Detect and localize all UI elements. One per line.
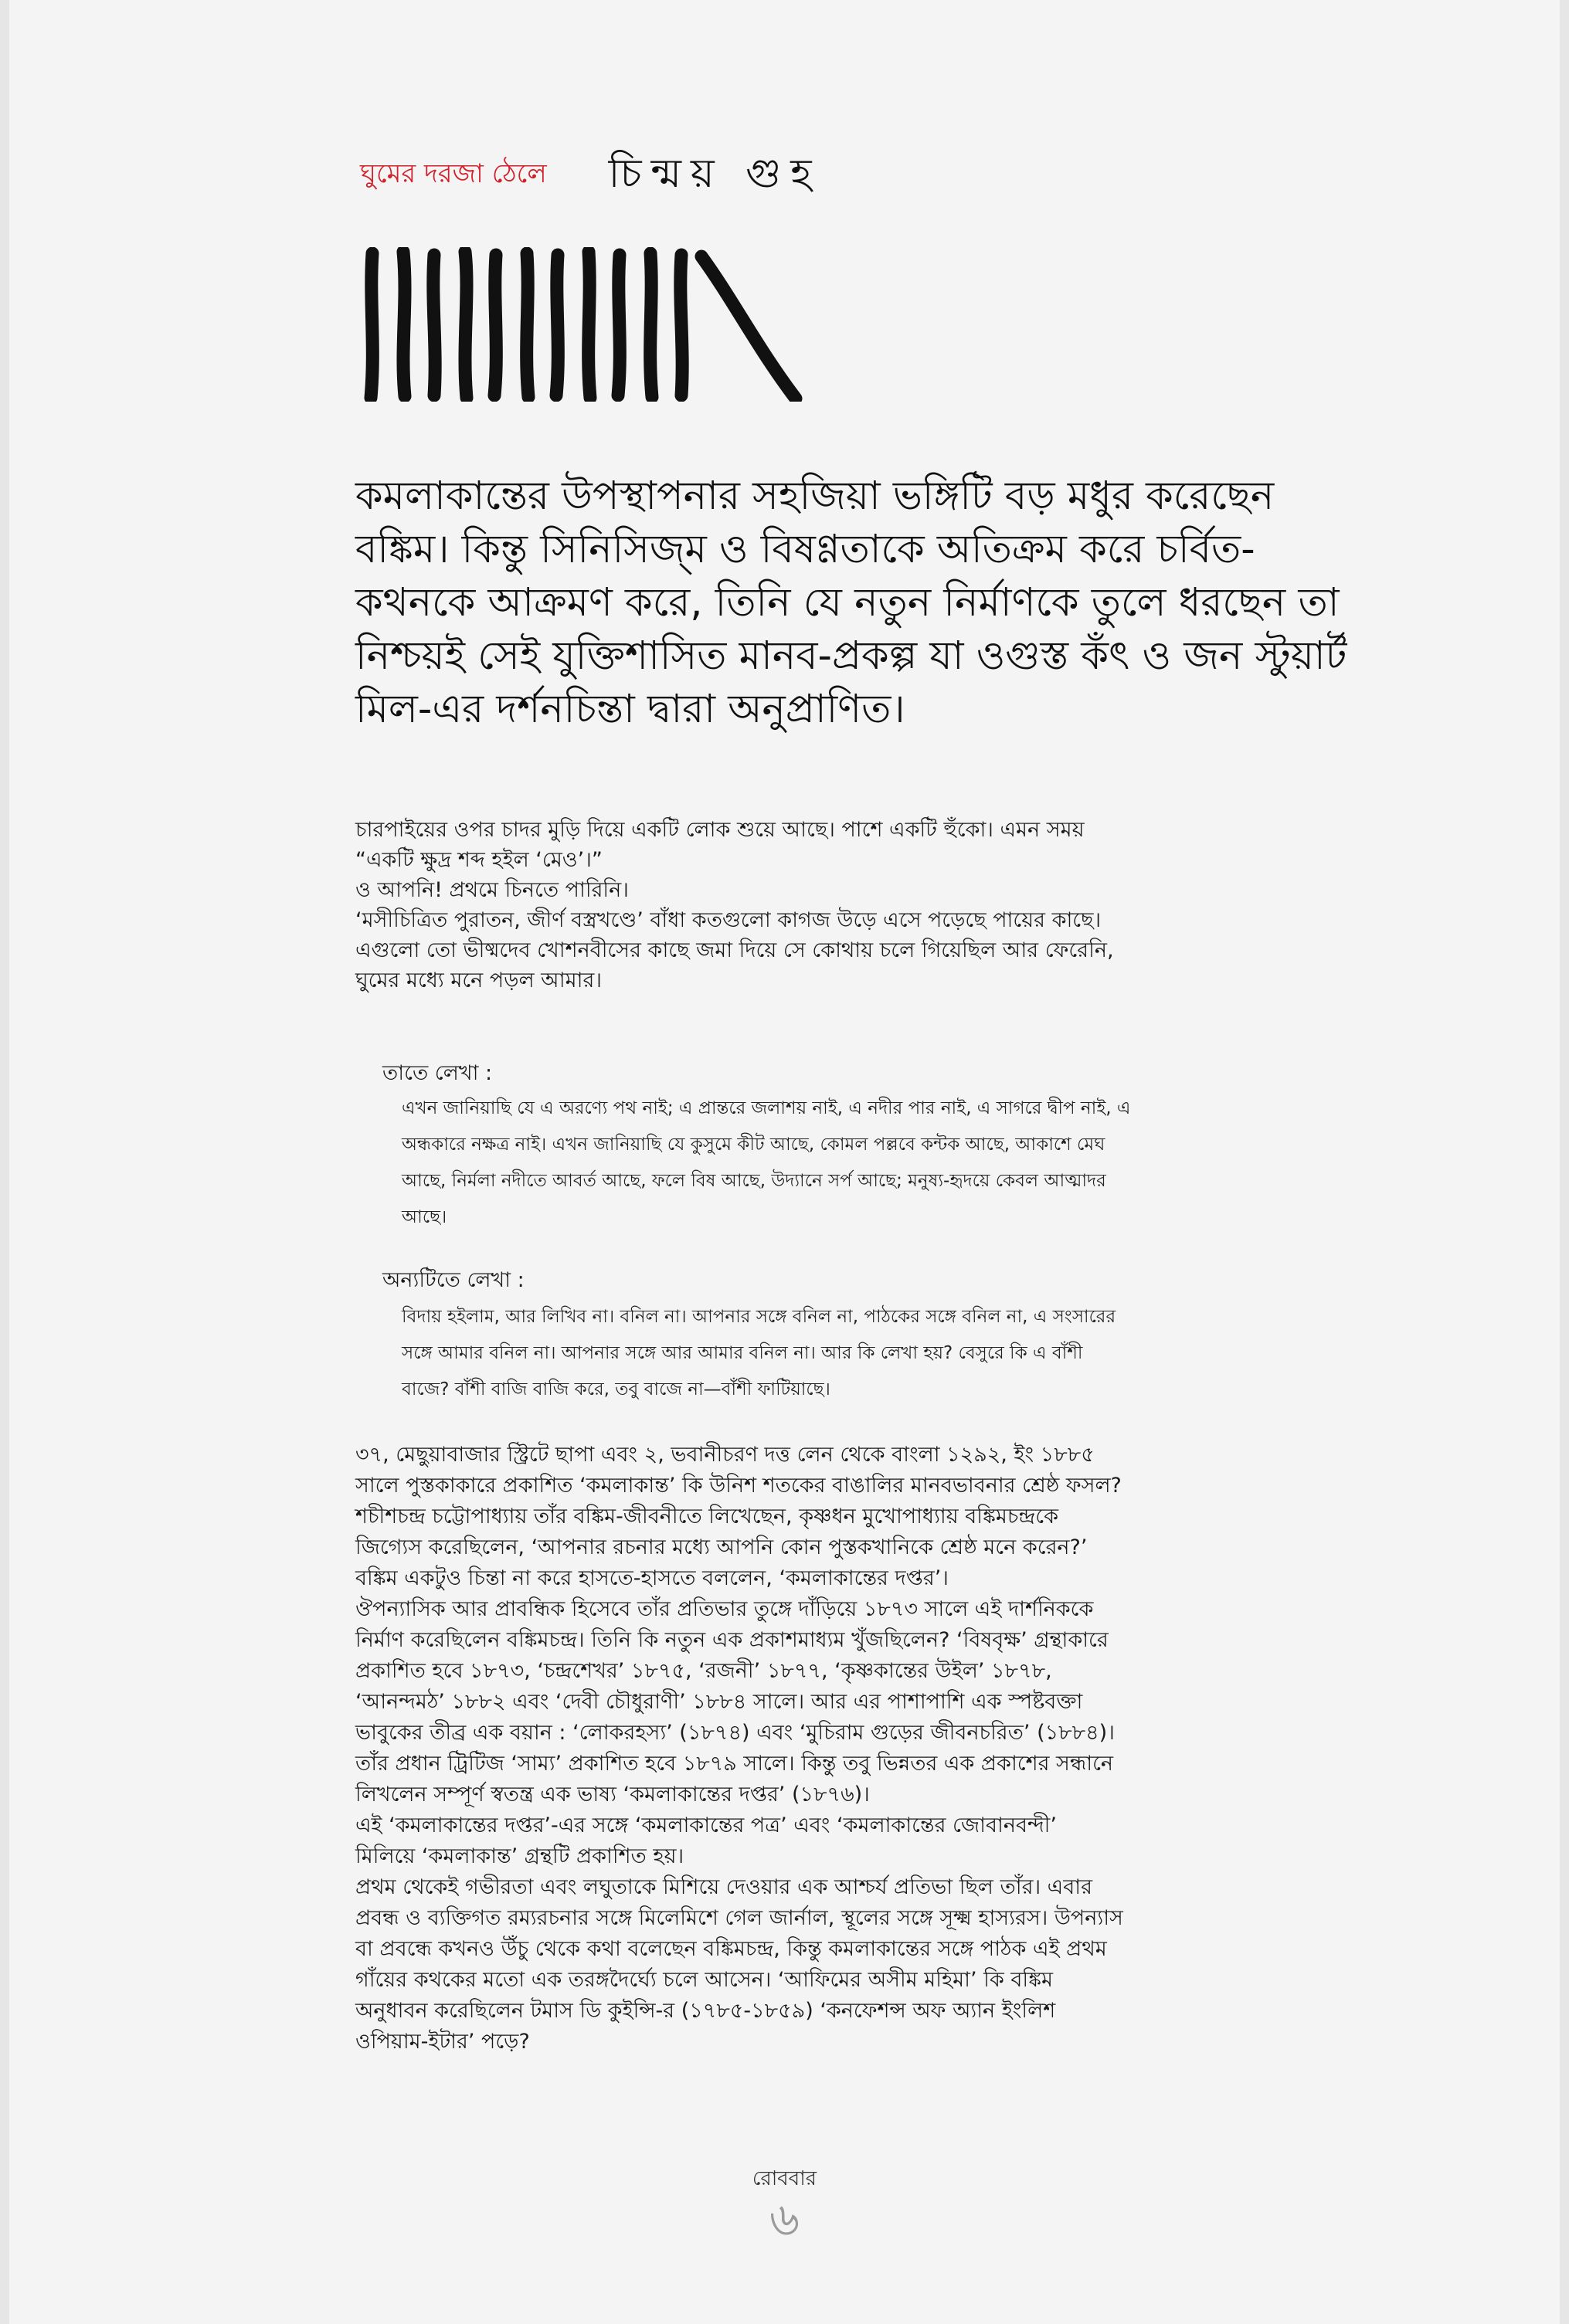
author-name: চিন্ময় গুহ bbox=[608, 150, 821, 197]
main-body-text: ৩৭, মেছুয়াবাজার স্ট্রিটে ছাপা এবং ২, ভবানীচরণ দত্ত লেন থেকে বাংলা ১২৯২, ইং ১৮৮৫ সালে পুস্তকাকারে প্রকাশিত ‘কমলাকান্ত’ কি উনিশ শতকের বাঙালির মানবভাবনার শ্রেষ্ঠ ফসল? শচীশচন্দ্র চট্টোপাধ্যায় তাঁর বঙ্কিম-জীবনীতে লিখেছেন, কৃষ্ণধন মুখোপাধ্যায় বঙ্কিমচন্দ্রকে জিগ্যেস করেছিলেন, ‘আপনার রচনার মধ্যে আপনি কোন পুস্তকখানিকে শ্রেষ্ঠ মনে করেন?’ বঙ্কিম একটুও চিন্তা না করে হাসতে-হাসতে বললেন, ‘কমলাকান্তের দপ্তর’। ঔপন্যাসিক আর প্রাবন্ধিক হিসেবে তাঁর প্রতিভার তুঙ্গে দাঁড়িয়ে ১৮৭৩ সালে এই দার্শনিককে নির্মাণ করেছিলেন বঙ্কিমচন্দ্র। তিনি কি নতুন এক প্রকাশমাধ্যম খুঁজছিলেন? ‘বিষবৃক্ষ’ গ্রন্থাকারে প্রকাশিত হবে ১৮৭৩, ‘চন্দ্রশেখর’ ১৮৭৫, ‘রজনী’ ১৮৭৭, ‘কৃষ্ণকান্তের উইল’ ১৮৭৮, ‘আনন্দমঠ’ ১৮৮২ এবং ‘দেবী চৌধুরাণী’ ১৮৮৪ সালে। আর এর পাশাপাশি এক স্পষ্টবক্তা ভাবুকের তীব্র এক বয়ান : ‘লোকরহস্য’ (১৮৭৪) এবং ‘মুচিরাম গুড়ের জীবনচরিত’ (১৮৮৪)। তাঁর প্রধান ট্রিটিজ ‘সাম্য’ প্রকাশিত হবে ১৮৭৯ সালে। কিন্তু তবু ভিন্নতর এক প্রকাশের সন্ধানে লিখলেন সম্পূর্ণ স্বতন্ত্র এক ভাষ্য ‘কমলাকান্তের দপ্তর’ (১৮৭৬)। এই ‘কমলাকান্তের দপ্তর’-এর সঙ্গে ‘কমলাকান্তের পত্র’ এবং ‘কমলাকান্তের জোবানবন্দী’ মিলিয়ে ‘কমলাকান্ত’ গ্রন্থটি প্রকাশিত হয়। প্রথম থেকেই গভীরতা এবং লঘুতাকে মিশিয়ে দেওয়ার এক আশ্চর্য প্রতিভা ছিল তাঁর। এবার প্রবন্ধ ও ব্যক্তিগত রম্যরচনার সঙ্গে মিলেমিশে গেল জার্নাল, স্থূলের সঙ্গে সূক্ষ্ম হাস্যরস। উপন্যাস বা প্রবন্ধে কখনও উঁচু থেকে কথা বলেছেন বঙ্কিমচন্দ্র, কিন্তু কমলাকান্তের সঙ্গে পাঠক এই প্রথম গাঁয়ের কথকের মতো এক তরঙ্গদৈর্ঘ্যে চলে আসেন। ‘আফিমের অসীম মহিমা’ কি বঙ্কিম অনুধাবন করেছিলেন টমাস ডি কুইন্সি-র (১৭৮৫-১৮৫৯) ‘কনফেশন্স অফ অ্যান ইংলিশ ওপিয়াম-ইটার’ পড়ে? bbox=[355, 1443, 1123, 2054]
page-edge-left bbox=[0, 0, 9, 2324]
footer-magazine-name: রোববার bbox=[752, 2167, 817, 2190]
quote-label-2: অন্যটিতে লেখা : bbox=[382, 1268, 525, 1292]
intro-paragraph: চারপাইয়ের ওপর চাদর মুড়ি দিয়ে একটি লোক শুয়ে আছে। পাশে একটি হুঁকো। এমন সময় “একটি ক্ষুদ্র শব্দ হইল ‘মেও’।” ও আপনি! প্রথমে চিনতে পারিনি। ‘মসীচিত্রিত পুরাতন, জীর্ণ বস্ত্রখণ্ডে’ বাঁধা কতগুলো কাগজ উড়ে এসে পড়েছে পায়ের কাছে। এগুলো তো ভীষ্মদেব খোশনবীসের কাছে জমা দিয়ে সে কোথায় চলে গিয়েছিল আর ফেরেনি, ঘুমের মধ্যে মনে পড়ল আমার। bbox=[355, 818, 1114, 992]
page-edge-right bbox=[1560, 0, 1569, 2324]
series-title: ঘুমের দরজা ঠেলে bbox=[360, 158, 547, 189]
page-number: ৬ bbox=[769, 2193, 800, 2247]
tally-marks-graphic bbox=[363, 247, 811, 402]
pull-quote: কমলাকান্তের উপস্থাপনার সহজিয়া ভঙ্গিটি বড় মধুর করেছেন বঙ্কিম। কিন্তু সিনিসিজ্‌ম ও বিষণ্ণতাকে অতিক্রম করে চর্বিত- কথনকে আক্রমণ করে, তিনি যে নতুন নির্মাণকে তুলে ধরছেন তা নিশ্চয়ই সেই যুক্তিশাসিত মানব-প্রকল্প যা ওগুস্ত কঁৎ ও জন স্টুয়ার্ট মিল-এর দর্শনচিন্তা দ্বারা অনুপ্রাণিত। bbox=[355, 473, 1347, 732]
article-header bbox=[360, 148, 821, 202]
quote-label-1: তাতে লেখা : bbox=[382, 1061, 493, 1085]
quote-block-2: বিদায় হইলাম, আর লিখিব না। বনিল না। আপনার সঙ্গে বনিল না, পাঠকের সঙ্গে বনিল না, এ সংসারের সঙ্গে আমার বনিল না। আপনার সঙ্গে আর আমার বনিল না। আর কি লেখা হয়? বেসুরে কি এ বাঁশী বাজে? বাঁশী বাজি বাজি করে, তবু বাজে না—বাঁশী ফাটিয়াছে। bbox=[402, 1307, 1116, 1399]
quote-block-1: এখন জানিয়াছি যে এ অরণ্যে পথ নাই; এ প্রান্তরে জলাশয় নাই, এ নদীর পার নাই, এ সাগরে দ্বীপ নাই, এ অন্ধকারে নক্ষত্র নাই। এখন জানিয়াছি যে কুসুমে কীট আছে, কোমল পল্লবে কন্টক আছে, আকাশে মেঘ আছে, নির্মলা নদীতে আবর্ত আছে, ফলে বিষ আছে, উদ্যানে সর্প আছে; মনুষ্য-হৃদয়ে কেবল আত্মাদর আছে। bbox=[402, 1098, 1131, 1227]
